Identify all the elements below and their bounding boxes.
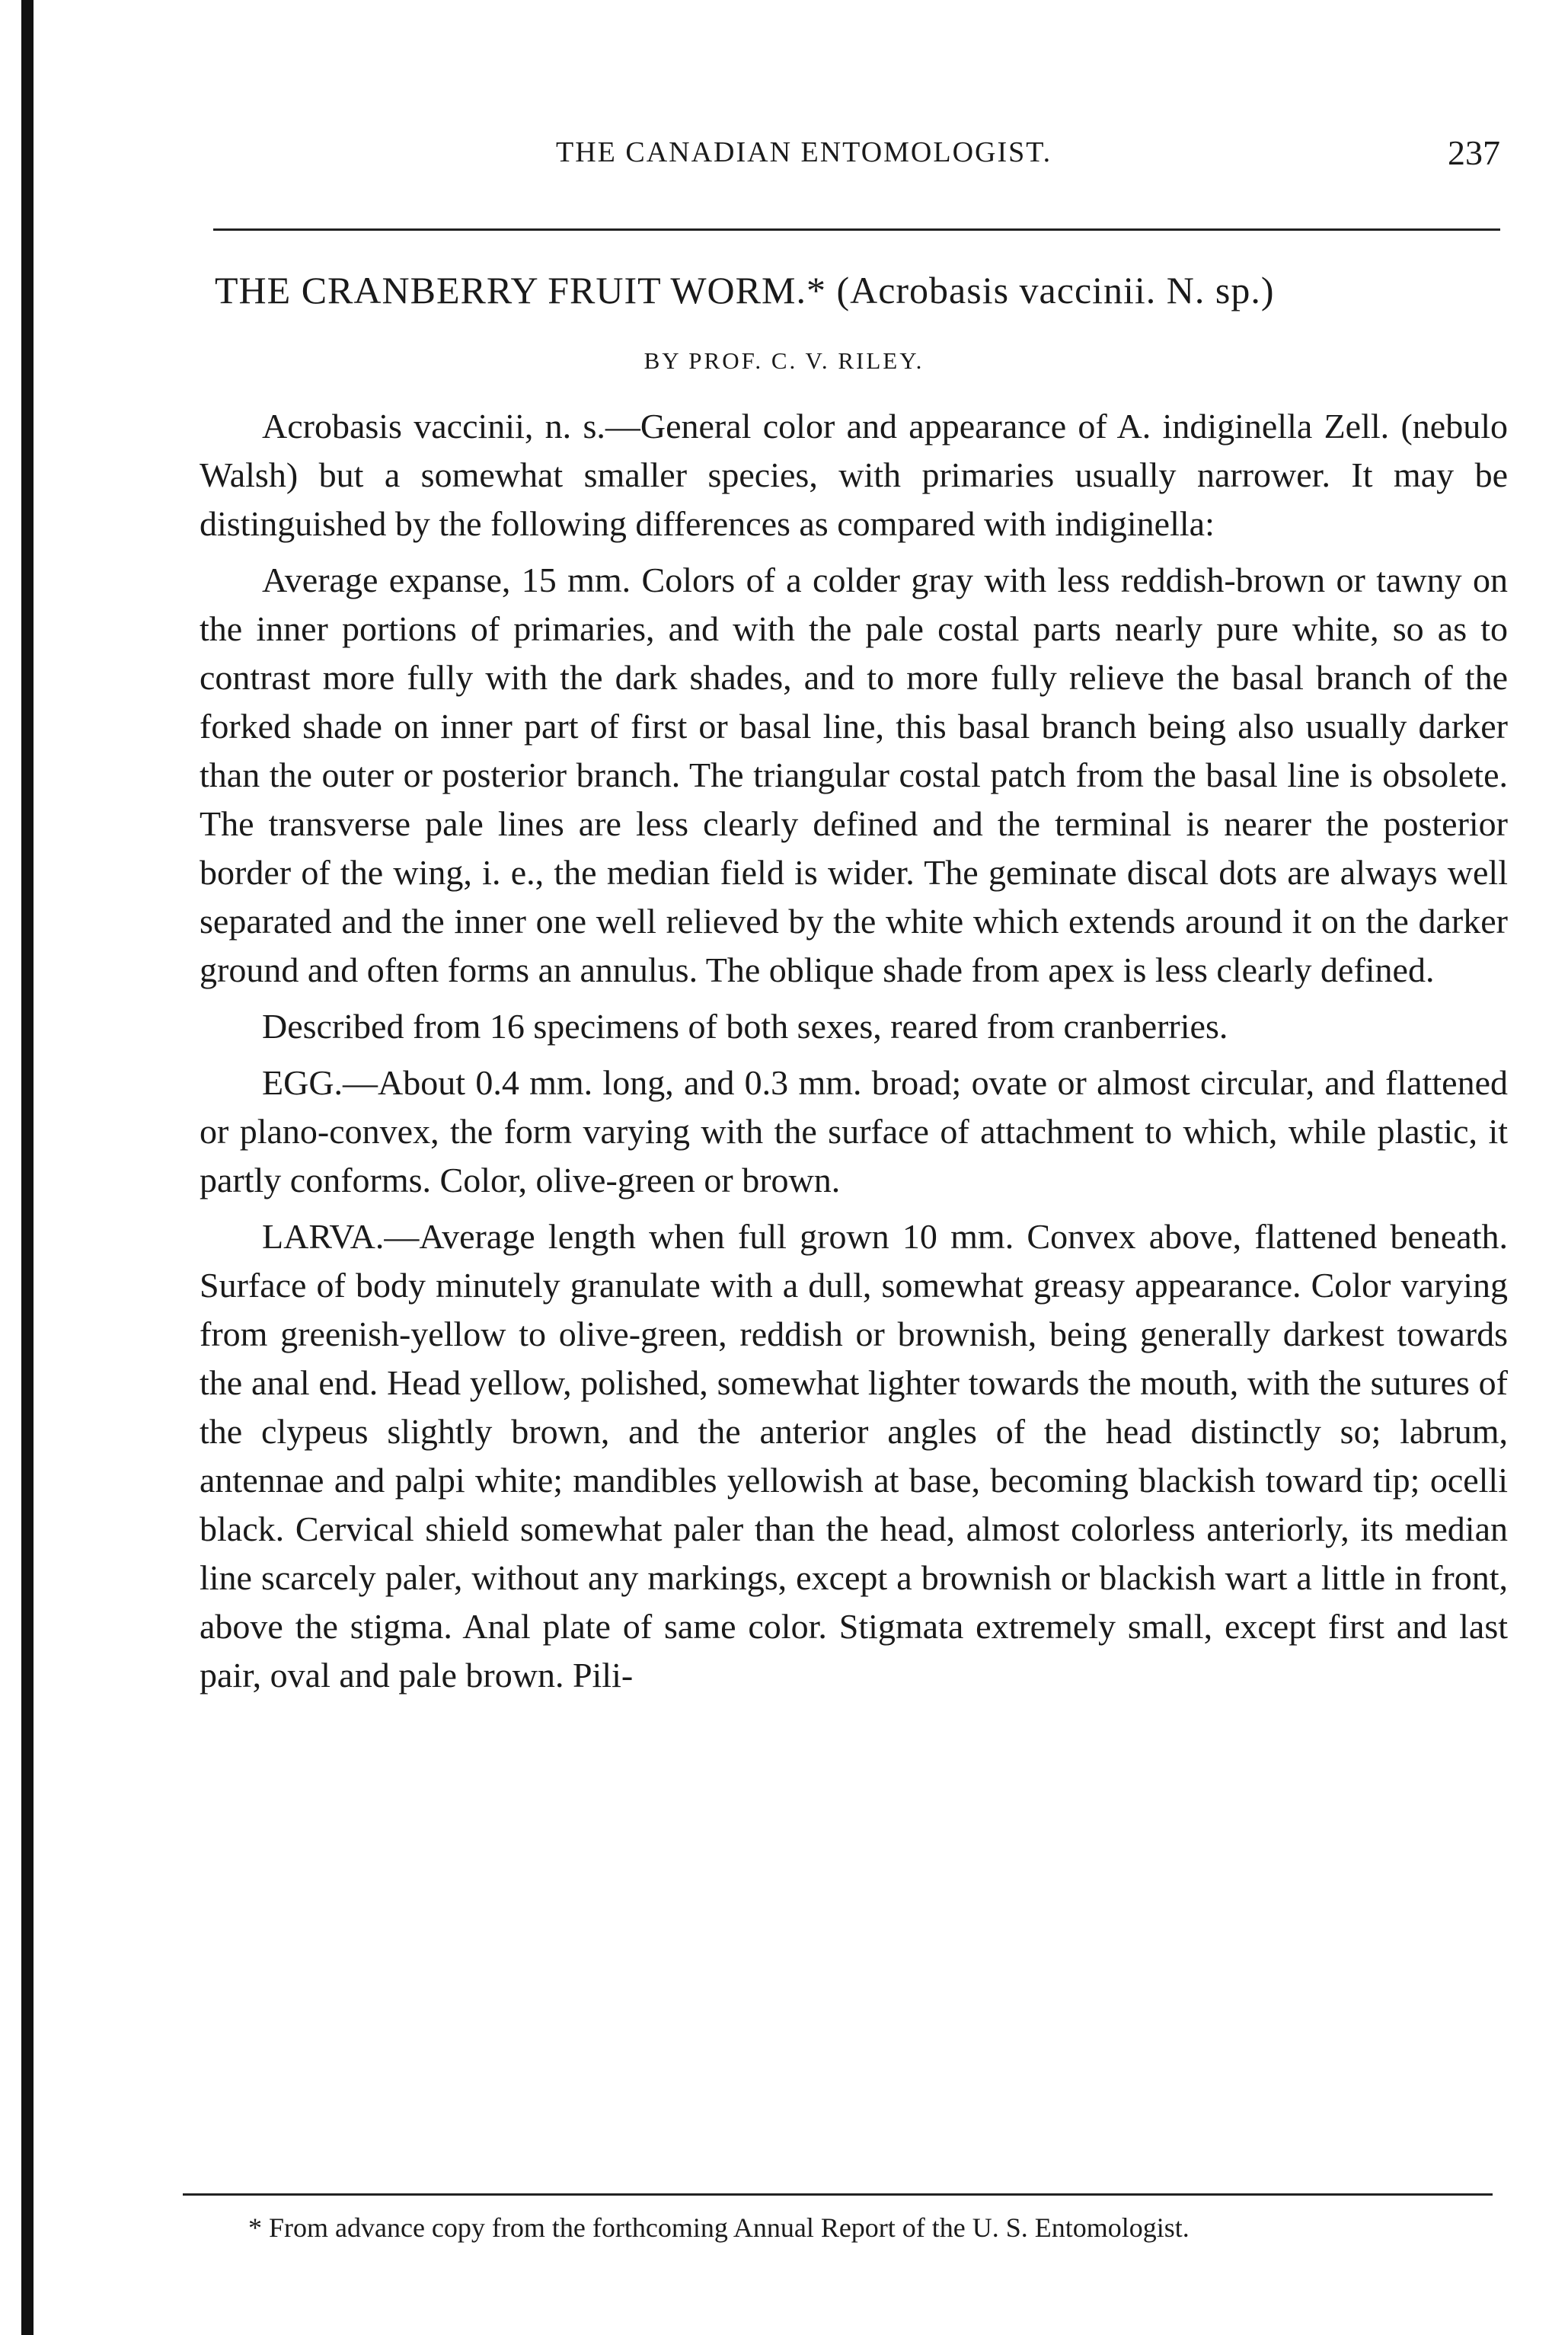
page-header — [190, 133, 1500, 181]
footnote-rule — [183, 2193, 1493, 2196]
paragraph-larva: LARVA.—Average length when full grown 10 mm. Convex above, flattened beneath. Surface of body minutely granulate with a dull, somewhat greasy appearance. Color varying from greenish-yellow to olive-green, reddish or brownish, being generally darkest towards the anal end. Head yellow, polished, somewhat lighter towards the mouth, with the sutures of the clypeus slightly brown, and the anterior angles of the head distinctly so; labrum, antennae and palpi white; mandibles yellowish at base, becoming blackish toward tip; ocelli black. Cervical shield somewhat paler than the head, almost colorless anteriorly, its median line scarcely paler, without any markings, except a brownish or blackish wart a little in front, above the stigma. Anal plate of same color. Stigmata extremely small, except first and last pair, oval and pale brown. Pili- — [200, 1217, 1508, 1695]
header-rule — [213, 228, 1500, 231]
paragraph-description: Acrobasis vaccinii, n. s.—General color and appearance of A. indiginella Zell. (nebulo Walsh) but a somewhat smaller species, with primaries usually narrower. It may be distinguished by the following differences as compared with indiginella: — [200, 407, 1508, 543]
byline: BY PROF. C. V. RILEY. — [643, 347, 925, 374]
footnote: * From advance copy from the forthcoming Annual Report of the U. S. Entomologist. — [248, 2212, 1190, 2243]
paragraph-specimens: Described from 16 specimens of both sexes, reared from cranberries. — [262, 1007, 1228, 1046]
running-title: THE CANADIAN ENTOMOLOGIST. — [556, 136, 1052, 168]
article-body — [200, 402, 1508, 1707]
paragraph-egg: EGG.—About 0.4 mm. long, and 0.3 mm. broad; ovate or almost circular, and flattened or plano-convex, the form varying with the surface of attachment to which, while plastic, it partly conforms. Color, olive-green or brown. — [200, 1063, 1508, 1199]
paragraph-expanse: Average expanse, 15 mm. Colors of a colder gray with less reddish-brown or tawny on the inner portions of primaries, and with the pale costal parts nearly pure white, so as to contrast more fully with the dark shades, and to more fully relieve the basal branch of the forked shade on inner part of first or basal line, this basal branch being also usually darker than the outer or posterior branch. The triangular costal patch from the basal line is obsolete. The transverse pale lines are less clearly defined and the terminal is nearer the posterior border of the wing, i. e., the median field is wider. The geminate discal dots are always well separated and the inner one well relieved by the white which extends around it on the darker ground and often forms an annulus. The oblique shade from apex is less clearly defined. — [200, 561, 1508, 989]
article-title: THE CRANBERRY FRUIT WORM.* (Acrobasis vaccinii. N. sp.) — [215, 269, 1275, 311]
page-number: 237 — [1448, 133, 1500, 172]
